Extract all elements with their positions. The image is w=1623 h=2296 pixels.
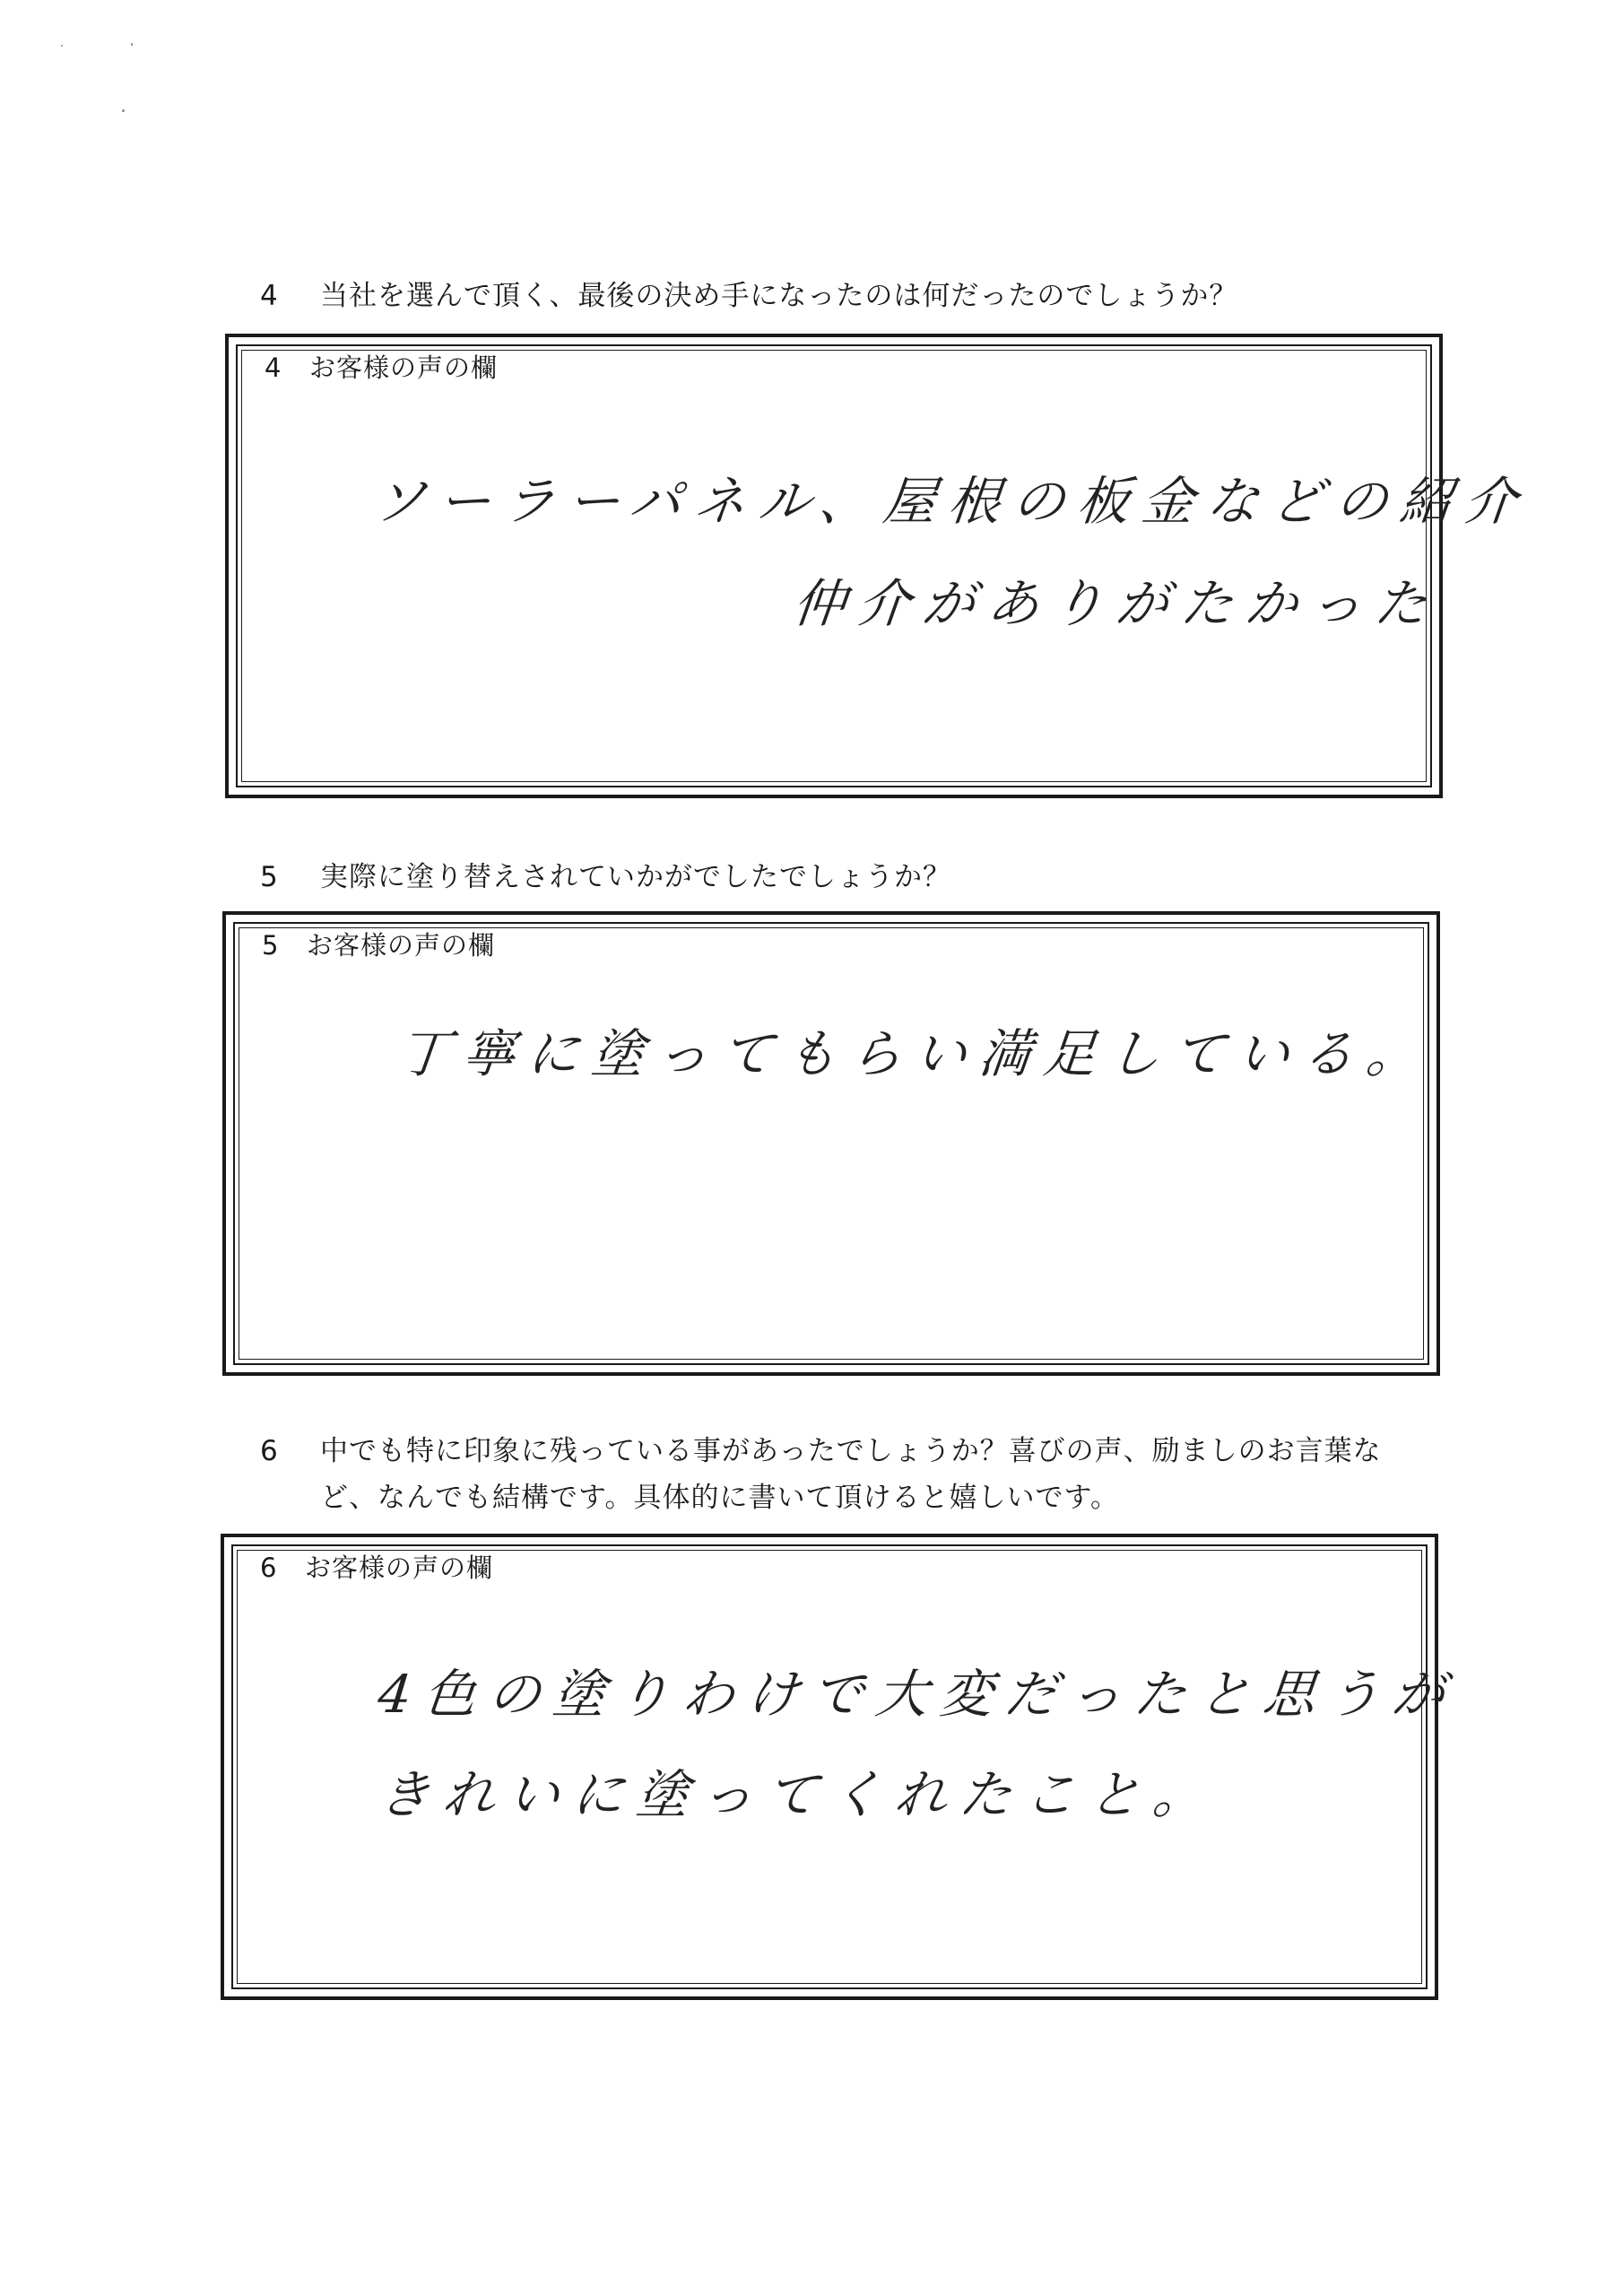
handwritten-answer-line: きれいに塗ってくれたこと。	[375, 1764, 1221, 1825]
question-5	[260, 854, 1426, 900]
scan-speck	[122, 109, 125, 112]
question-text: 実際に塗り替えされていかがでしたでしょうか？	[320, 861, 951, 893]
question-number: 4	[260, 280, 279, 312]
box-label-text: お客様の声の欄	[309, 352, 499, 383]
handwritten-answer-line: ソーラーパネル、屋根の板金などの紹介	[370, 471, 1533, 532]
question-text-line: ど、なんでも結構です。具体的に書いて頂けると嬉しいです。	[320, 1482, 1120, 1514]
box-label	[265, 350, 498, 386]
answer-box-5	[222, 911, 1440, 1376]
box-inner-line	[239, 927, 1424, 1360]
box-inner-border	[236, 344, 1432, 787]
box-inner-border	[233, 922, 1429, 1365]
question-number: 5	[260, 861, 279, 893]
box-label	[260, 1550, 493, 1586]
answer-box-6	[221, 1534, 1461, 2000]
box-label-number: 6	[260, 1552, 278, 1583]
box-label-text: お客様の声の欄	[307, 930, 496, 961]
question-text: 当社を選んで頂く、最後の決め手になったのは何だったのでしょうか？	[320, 280, 1238, 312]
question-number: 6	[260, 1435, 279, 1467]
box-label-number: 4	[265, 352, 282, 383]
scan-speck	[61, 45, 63, 47]
handwritten-answer-line: 仲介がありがたかった	[790, 573, 1443, 634]
box-label-number: 5	[262, 930, 280, 961]
box-label-text: お客様の声の欄	[305, 1552, 494, 1583]
answer-box-4	[225, 334, 1533, 798]
scan-speck	[131, 43, 133, 46]
question-6	[260, 1428, 1426, 1521]
box-inner-line	[241, 350, 1427, 782]
box-label	[262, 927, 495, 963]
handwritten-answer-line: 丁寧に塗ってもらい満足している。	[395, 1023, 1435, 1084]
question-text-line: 中でも特に印象に残っている事があったでしょうか？喜びの声、励ましのお言葉な	[320, 1435, 1382, 1467]
question-4	[260, 273, 1426, 319]
handwritten-answer-line: 4色の塗りわけで大変だったと思うが	[375, 1664, 1461, 1725]
